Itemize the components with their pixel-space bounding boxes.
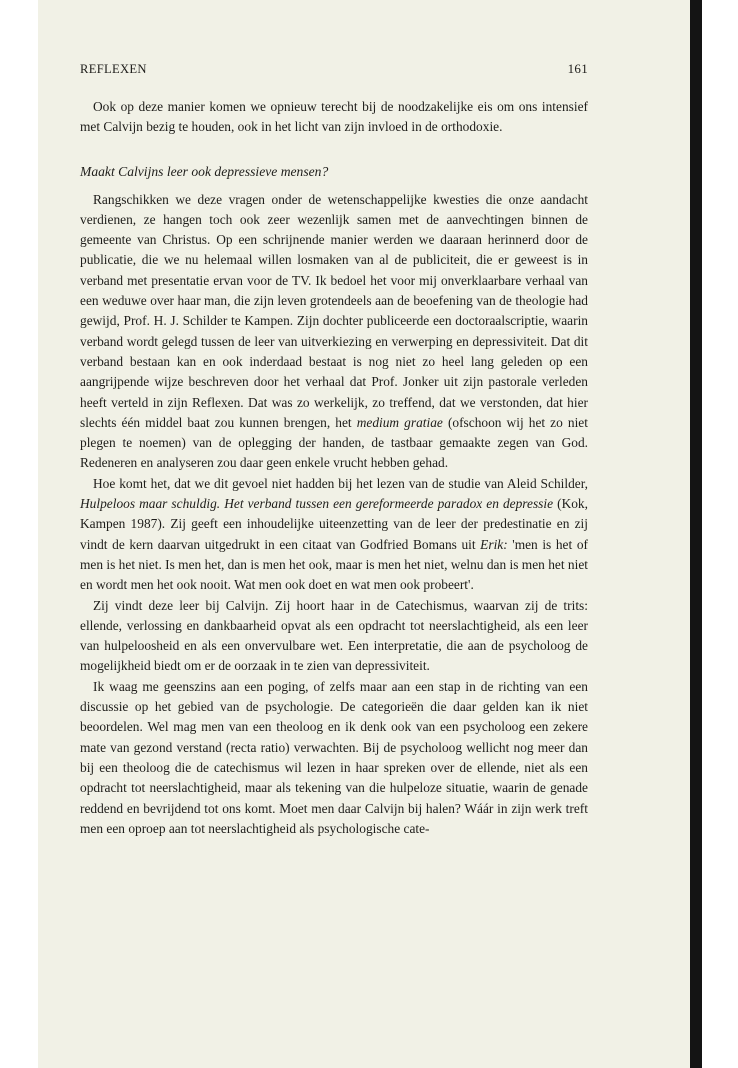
paragraph-1-italic: medium gratiae (356, 414, 443, 430)
page-number: 161 (567, 61, 588, 76)
paragraph-1 (80, 190, 588, 474)
intro-paragraph: Ook op deze manier komen we opnieuw terecht bij de noodzakelijke eis om ons intensief met Calvijn bezig te houden, ook in het licht van zijn invloed in de orthodoxie. (80, 99, 588, 135)
paragraph-2-text-b: (Kok, Kampen 1987). Zij geeft een inhoudelijke uiteenzetting van de leer der predestinatie en zij vindt de kern daarvan uitgedrukt in een citaat van Godfried Bomans uit (80, 496, 588, 552)
paragraph-2-text-a: Hoe komt het, dat we dit gevoel niet hadden bij het lezen van de studie van Aleid Schilder, (93, 475, 588, 491)
running-header (80, 61, 588, 81)
page-text (80, 61, 588, 839)
paragraph-2 (80, 474, 588, 596)
running-title: REFLEXEN (80, 62, 147, 76)
paragraph-2-text-c: 'men is het of men is het niet. Is men het, dan is men het ook, maar is men het niet, welnu dan is men het niet en wordt men het ook nooit. Wat men ook doet en wat men ook probeert'. (80, 536, 588, 593)
paragraph-1-text-b: (ofschoon wij het zo niet plegen te noemen) van de oplegging der handen, de tastbaar gemaakte zegen van God. Redeneren en analyseren zou daar geen enkele vrucht hebben gehad. (80, 414, 588, 471)
paragraph-3: Zij vindt deze leer bij Calvijn. Zij hoort haar in de Catechismus, waarvan zij de trits: ellende, verlossing en dankbaarheid opvat als een opdracht tot neerslachtigheid, als een leer van hulpeloosheid en als een onvervulbare wet. Een interpretatie, die aan de psycholoog de mogelijkheid biedt om er de oorzaak in te zien van depressiviteit. (80, 597, 588, 674)
book-title: Hulpeloos maar schuldig. Het verband tussen een gereformeerde paradox en depressie (80, 496, 554, 512)
paragraph-4: Ik waag me geenszins aan een poging, of zelfs maar aan een stap in de richting van een discussie op het gebied van de psychologie. De categorieën die daar gelden kan ik niet beoordelen. Wel mag men van een theoloog en ik denk ook van een psycholoog een zekere mate van gezond verstand (recta ratio) verwachten. Bij de psycholoog wellicht nog meer dan bij een theoloog die de catechismus wil lezen in haar spreken over de ellende, niet als een opdracht tot neerslachtigheid, maar als tekening van die hulpeloze situatie, waarin de genade reddend en bevrijdend tot ons komt. Moet men daar Calvijn bij halen? Wáár in zijn werk treft men een oproep aan tot neerslachtigheid als psychologische cate- (80, 678, 588, 836)
paragraph-1-text-a: Rangschikken we deze vragen onder de wetenschappelijke kwesties die onze aandacht verdienen, ze hangen toch ook zeer wezenlijk samen met de aanvechtingen binnen de gemeente van Christus. Op een schrijnende manier werden we daaraan herinnerd door de publicatie, die we nu helemaal willen losmaken van al de publiciteit, die er geweest is in verband met presentatie ervan voor de TV. Ik bedoel het voor mij onverklaarbare verhaal van een weduwe over haar man, die zijn leven grotendeels aan de beoefening van de theologie had gewijd, Prof. H. J. Schilder te Kampen. Zijn dochter publiceerde een doctoraalscriptie, waarin verband wordt gelegd tussen de leer van uitverkiezing en verwerping en depressiviteit. Dat dit verband bestaan kan en ook inderdaad bestaat is nog niet zo heel lang geleden op een aangrijpende wijze beschreven door het verhaal dat Prof. Jonker uit zijn pastorale verleden heeft verteld in zijn Reflexen. Dat was zo werkelijk, zo treffend, dat we verstonden, dat hier slechts één middel baat zou kunnen brengen, het (80, 191, 588, 430)
section-heading: Maakt Calvijns leer ook depressieve mensen? (80, 163, 329, 179)
scan-edge-shadow (690, 0, 702, 1068)
work-title-erik: Erik: (480, 536, 508, 552)
